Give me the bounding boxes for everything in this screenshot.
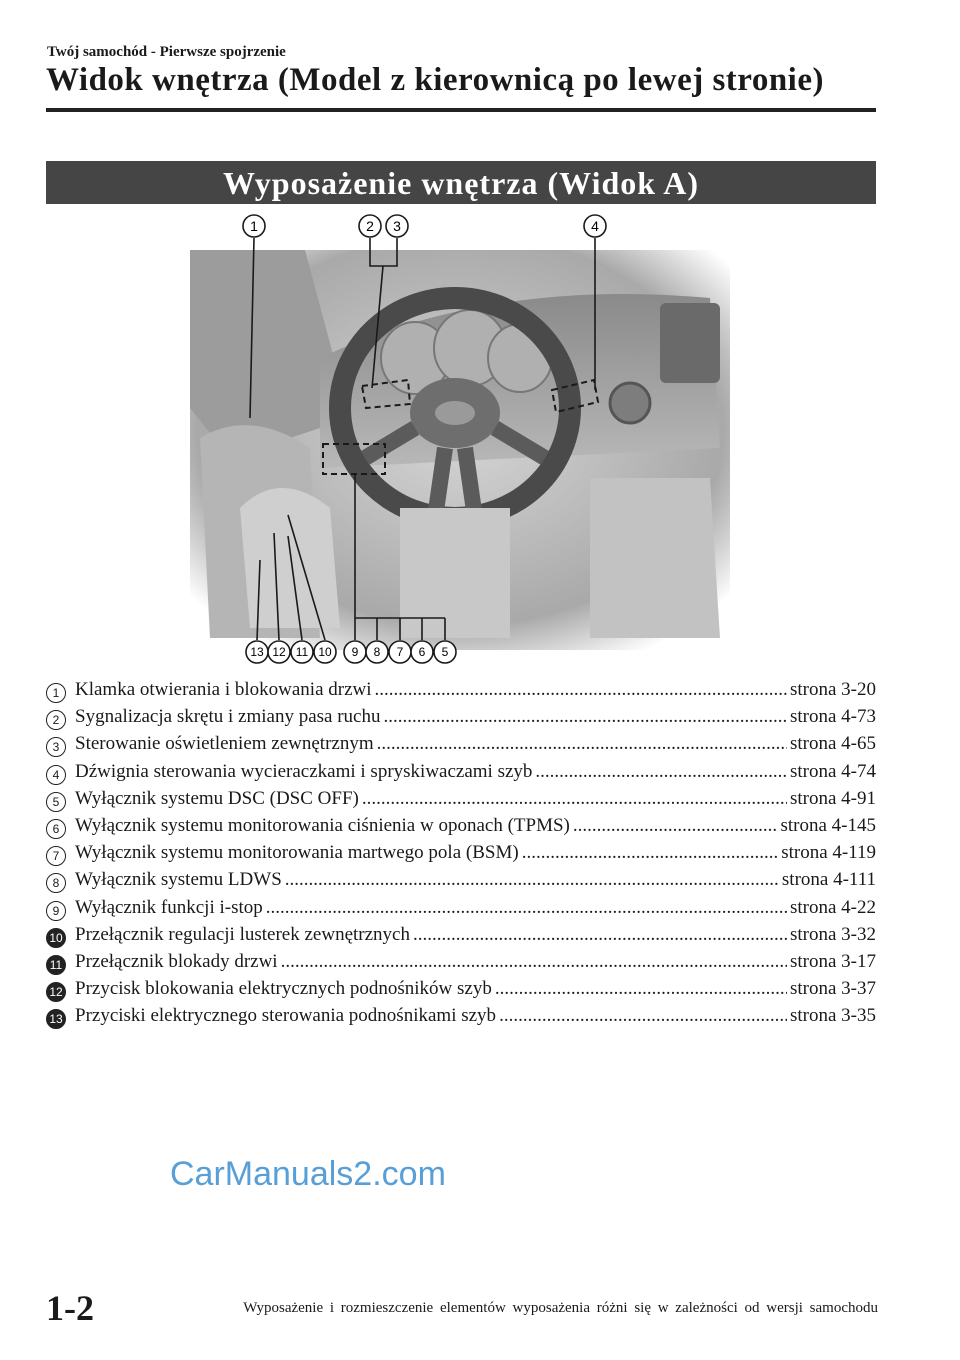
item-label: Przycisk blokowania elektrycznych podnośników szyb (75, 978, 492, 1000)
item-label: Klamka otwierania i blokowania drzwi (75, 679, 372, 700)
interior-illustration (190, 208, 730, 672)
item-label: Wyłącznik systemu DSC (DSC OFF) (75, 787, 359, 809)
callout-1 (243, 215, 265, 237)
page-reference: strona 3-32 (789, 923, 876, 945)
dot-leader (266, 897, 787, 919)
dot-leader (495, 978, 787, 1000)
page-reference: strona 4-91 (789, 787, 876, 809)
list-item (46, 842, 876, 869)
equipment-list (46, 679, 876, 1032)
page-reference: strona 4-111 (781, 869, 876, 891)
svg-text:9: 9 (351, 645, 359, 659)
callout-6 (411, 641, 433, 663)
item-label: Przełącznik regulacji lusterek zewnętrznych (75, 923, 410, 945)
callout-8 (366, 641, 388, 663)
callout-9 (344, 641, 366, 663)
item-label: Wyłącznik systemu monitorowania martwego pola (BSM) (75, 842, 519, 864)
page-reference: strona 4-119 (781, 842, 876, 864)
page-reference: strona 3-20 (789, 679, 876, 700)
svg-text:5: 5 (441, 645, 449, 659)
dot-leader (377, 733, 787, 755)
callout-5 (434, 641, 456, 663)
dot-leader (362, 788, 787, 810)
page-reference: strona 3-37 (789, 978, 876, 1000)
list-item (46, 897, 876, 924)
list-item (46, 679, 876, 706)
dot-leader (413, 924, 787, 946)
list-item (46, 788, 876, 815)
page-reference: strona 3-17 (789, 950, 876, 972)
item-label: Sygnalizacja skrętu i zmiany pasa ruchu (75, 706, 381, 728)
page-reference: strona 4-74 (789, 760, 876, 782)
page-reference: strona 3-35 (789, 1005, 876, 1027)
item-label: Dźwignia sterowania wycieraczkami i spryskiwaczami szyb (75, 760, 533, 782)
item-number: 4 (46, 765, 66, 785)
svg-text:10: 10 (318, 645, 332, 659)
list-item (46, 869, 876, 896)
list-item (46, 924, 876, 951)
page-reference: strona 4-22 (789, 896, 876, 918)
page-title: Widok wnętrza (Model z kierownicą po lewej stronie) (46, 62, 824, 98)
item-number: 5 (46, 792, 66, 812)
list-item (46, 761, 876, 788)
list-item (46, 706, 876, 733)
dot-leader (535, 761, 787, 783)
item-label: Wyłącznik systemu LDWS (75, 869, 282, 891)
svg-text:3: 3 (393, 218, 401, 234)
item-number: 1 (46, 683, 66, 703)
dot-leader (573, 815, 778, 837)
callout-7 (389, 641, 411, 663)
svg-text:4: 4 (591, 218, 599, 234)
list-item (46, 978, 876, 1005)
item-number: 6 (46, 819, 66, 839)
item-label: Sterowanie oświetleniem zewnętrznym (75, 733, 374, 755)
callout-10 (314, 641, 336, 663)
dot-leader (522, 842, 779, 864)
dot-leader (383, 706, 787, 728)
callout-2 (359, 215, 381, 237)
list-item (46, 733, 876, 760)
item-label: Wyłącznik funkcji i-stop (75, 896, 263, 918)
dot-leader (375, 679, 787, 701)
item-number: 10 (46, 928, 66, 948)
svg-text:1: 1 (250, 218, 258, 234)
item-label: Wyłącznik systemu monitorowania ciśnienia w oponach (TPMS) (75, 814, 570, 836)
callout-3 (386, 215, 408, 237)
page-number: 1-2 (46, 1288, 94, 1328)
bottom-callouts (246, 641, 456, 663)
cabin-scene (190, 250, 730, 650)
list-item (46, 951, 876, 978)
svg-text:11: 11 (295, 645, 309, 659)
item-number: 13 (46, 1009, 66, 1029)
dot-leader (281, 951, 787, 973)
dot-leader (499, 1005, 787, 1027)
item-number: 7 (46, 846, 66, 866)
svg-text:6: 6 (418, 645, 426, 659)
callout-4 (584, 215, 606, 237)
item-number: 12 (46, 982, 66, 1002)
list-item (46, 1005, 876, 1032)
item-label: Przełącznik blokady drzwi (75, 950, 278, 972)
watermark: CarManuals2.com (170, 1155, 446, 1193)
svg-text:13: 13 (250, 645, 264, 659)
callout-12 (268, 641, 290, 663)
breadcrumb: Twój samochód - Pierwsze spojrzenie (47, 44, 286, 60)
top-callouts (243, 215, 606, 237)
svg-text:12: 12 (272, 645, 286, 659)
svg-text:7: 7 (396, 645, 404, 659)
item-number: 3 (46, 737, 66, 757)
page-reference: strona 4-73 (789, 706, 876, 728)
item-label: Przyciski elektrycznego sterowania podnośnikami szyb (75, 1005, 497, 1027)
item-number: 9 (46, 901, 66, 921)
list-item (46, 815, 876, 842)
page-reference: strona 4-145 (780, 814, 876, 836)
callout-11 (291, 641, 313, 663)
section-title: Wyposażenie wnętrza (Widok A) (46, 161, 876, 204)
item-number: 8 (46, 873, 66, 893)
svg-text:2: 2 (366, 218, 374, 234)
title-divider (46, 108, 876, 112)
item-number: 2 (46, 710, 66, 730)
svg-text:8: 8 (373, 645, 381, 659)
callout-13 (246, 641, 268, 663)
dot-leader (285, 869, 779, 891)
item-number: 11 (46, 955, 66, 975)
page-reference: strona 4-65 (789, 733, 876, 755)
footer-note: Wyposażenie i rozmieszczenie elementów wyposażenia różni się w zależności od wersji samochodu (243, 1300, 878, 1316)
